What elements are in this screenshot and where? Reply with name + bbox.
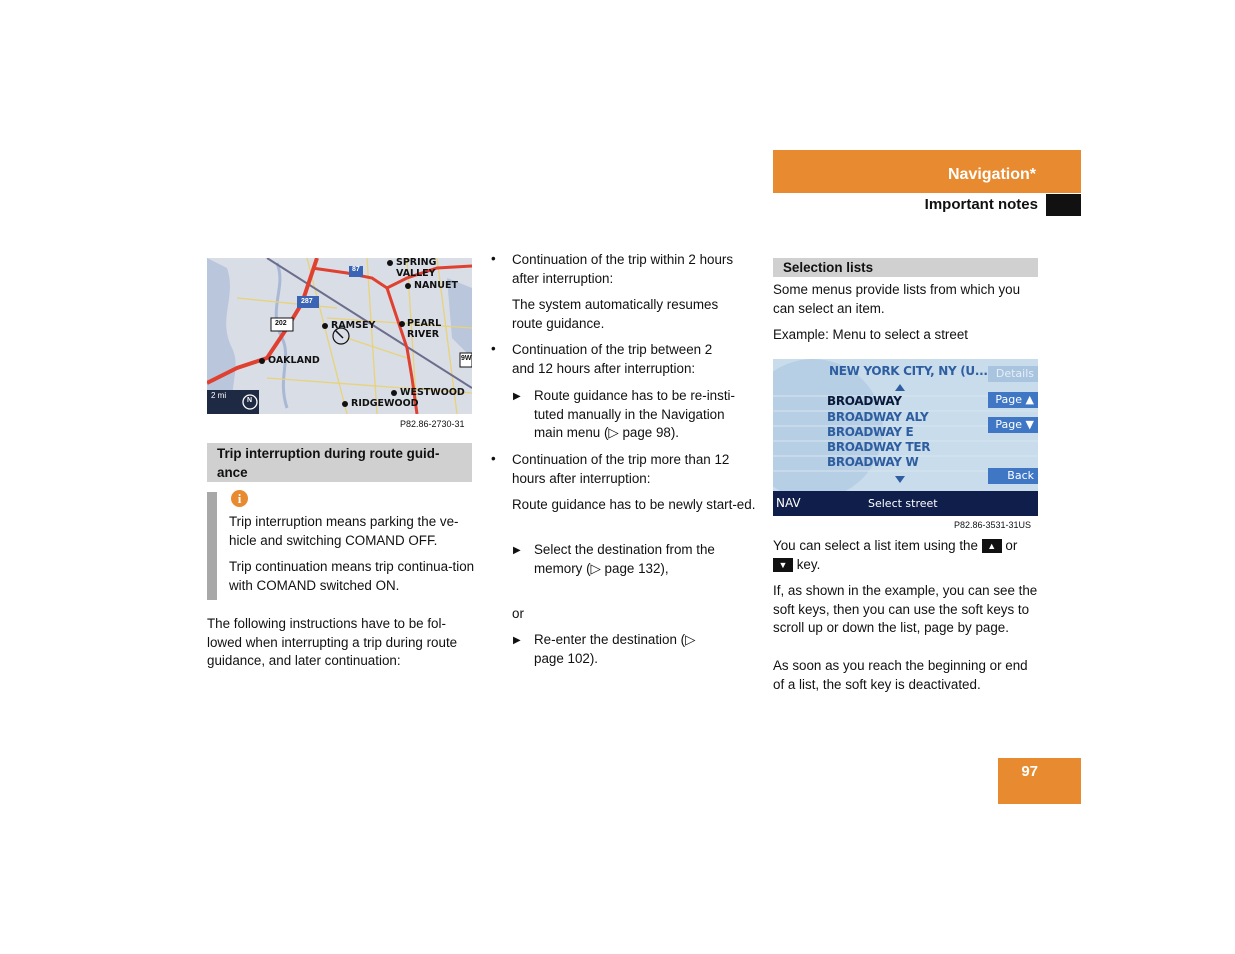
info-icon: i (231, 490, 248, 507)
step-text: Select the destination from the memory (▷ page 132), (534, 542, 715, 576)
list-item[interactable]: BROADWAY TER (827, 440, 931, 454)
menu-screenshot (773, 359, 1038, 516)
map-label: NANUET (414, 280, 458, 291)
page-up-softkey[interactable]: Page ▲ (988, 392, 1038, 408)
body-paragraph: Some menus provide lists from which you can select an item. (773, 282, 1021, 316)
map-scale: 2 mi (211, 391, 227, 400)
step-arrow-icon: ▶ (513, 391, 521, 402)
map-label: OAKLAND (268, 355, 320, 366)
footer-title: Select street (868, 497, 938, 510)
screen-caption: P82.86-3531-31US (954, 520, 1032, 530)
body-paragraph: The following instructions have to be fol-lowed when interrupting a trip during route guidance, and later continuation: (207, 616, 458, 669)
map-image (207, 258, 472, 414)
bullet-icon: • (491, 341, 496, 356)
map-shield: 9W (461, 355, 472, 362)
list-item[interactable]: BROADWAY ALY (827, 410, 929, 424)
page-number-box (998, 758, 1081, 804)
step-text: Route guidance has to be re-insti-tuted manually in the Navigation main menu (▷ page 98). (534, 388, 735, 441)
footer-nav: NAV (776, 496, 801, 510)
bullet-text: Continuation of the trip between 2 and 12 hours after interruption: (512, 342, 713, 376)
text-span: You can select a list item using the (773, 538, 978, 553)
map-label: RIDGEWOOD (351, 398, 419, 409)
header-bar (773, 150, 1081, 193)
bullet-text: Continuation of the trip within 2 hours after interruption: (512, 252, 734, 286)
step-arrow-icon: ▶ (513, 635, 521, 646)
map-shield: 202 (275, 320, 287, 327)
section-title: Trip interruption during route guid-ance (207, 443, 472, 482)
bullet-text: Continuation of the trip more than 12 hours after interruption: (512, 452, 730, 486)
bullet-icon: • (491, 451, 496, 466)
step-arrow-icon: ▶ (513, 545, 521, 556)
map-shield: 87 (352, 266, 360, 273)
body-paragraph: Route guidance has to be newly start-ed. (512, 497, 756, 512)
screen-header: NEW YORK CITY, NY (U... (829, 364, 988, 378)
header-marker (1046, 194, 1081, 216)
chapter-title: Navigation* (947, 166, 1036, 183)
body-paragraph (773, 537, 1041, 574)
body-paragraph: If, as shown in the example, you can see the soft keys, then you can use the soft keys to scroll up or down the list, page by page. (773, 583, 1038, 636)
map-label: RAMSEY (331, 320, 376, 331)
step-text: Re-enter the destination (▷ page 102). (534, 632, 696, 666)
list-item[interactable]: BROADWAY E (827, 425, 914, 439)
up-key-icon: ▲ (982, 539, 1002, 553)
body-paragraph: The system automatically resumes route guidance. (512, 297, 719, 331)
or-text: or (512, 606, 524, 621)
screen-footer (773, 491, 1038, 516)
map-shield: 287 (301, 298, 313, 305)
body-paragraph: As soon as you reach the beginning or end of a list, the soft key is deactivated. (773, 658, 1028, 692)
map-label: WESTWOOD (400, 387, 465, 398)
info-paragraph: Trip interruption means parking the ve-hicle and switching COMAND OFF. (229, 514, 459, 548)
body-paragraph: Example: Menu to select a street (773, 327, 969, 342)
map-caption: P82.86-2730-31 (400, 419, 465, 429)
details-softkey[interactable]: Details (988, 366, 1038, 382)
section-title: Selection lists (773, 258, 1038, 277)
map-label: PEARL RIVER (407, 318, 442, 340)
list-item[interactable]: BROADWAY W (827, 455, 919, 469)
text-span: or (1005, 538, 1018, 553)
map-label: SPRING VALLEY (396, 258, 437, 279)
down-key-icon: ▼ (773, 558, 793, 572)
list-item[interactable]: BROADWAY (827, 394, 902, 408)
section-subtitle: Important notes (924, 196, 1038, 213)
info-bar (207, 492, 217, 600)
back-softkey[interactable]: Back (988, 468, 1038, 484)
page-down-softkey[interactable]: Page ▼ (988, 417, 1038, 433)
bullet-icon: • (491, 251, 496, 266)
info-paragraph: Trip continuation means trip continua-tion with COMAND switched ON. (229, 559, 475, 593)
page-number: 97 (1021, 763, 1038, 780)
text-span: key. (796, 556, 821, 572)
north-icon: N (247, 397, 253, 404)
